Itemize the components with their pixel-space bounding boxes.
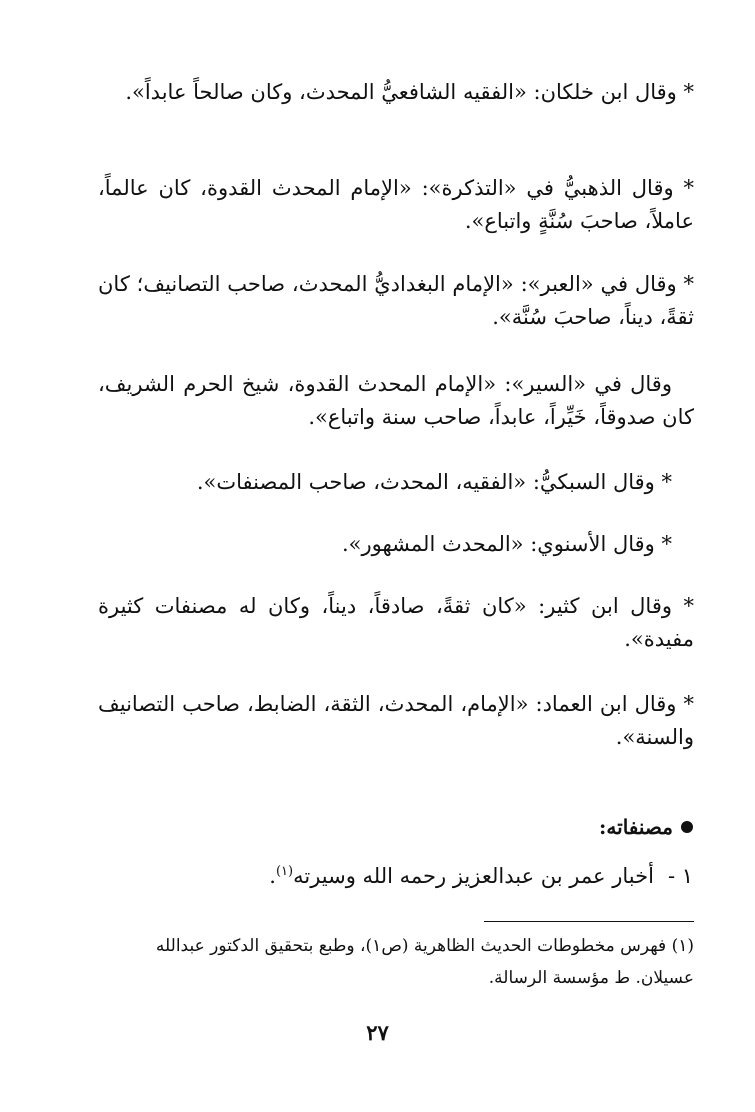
section-heading-text: مصنفاته: — [599, 815, 673, 839]
quote-ibn-khallikan: * وقال ابن خلكان: «الفقيه الشافعيُّ المحدث، وكان صالحاً عابداً». — [125, 80, 694, 104]
footnote: (١) فهرس مخطوطات الحديث الظاهرية (ص١)، وطبع بتحقيق الدكتور عبدالله عسيلان. ط مؤسسة الرسالة. — [155, 936, 694, 988]
footnote-reference[interactable]: (١) — [275, 864, 294, 879]
list-item-number: ١ - — [667, 864, 693, 888]
list-item-title: أخبار عمر بن عبدالعزيز رحمه الله وسيرته — [293, 864, 654, 888]
quote-dhahabi-ibar: * وقال في «العبر»: «الإمام البغداديُّ المحدث، صاحب التصانيف؛ كان ثقةً، ديناً، صاحبَ سُنَّة». — [98, 272, 694, 329]
section-heading — [599, 815, 693, 839]
footnote-separator — [484, 921, 694, 922]
quote-ibn-kathir: * وقال ابن كثير: «كان ثقةً، صادقاً، ديناً، وكان له مصنفات كثيرة مفيدة». — [98, 594, 694, 651]
bullet-icon — [681, 821, 693, 833]
quote-subki: * وقال السبكيُّ: «الفقيه، المحدث، صاحب المصنفات». — [196, 470, 672, 494]
quote-dhahabi-tadhkira: * وقال الذهبيُّ في «التذكرة»: «الإمام المحدث القدوة، كان عالماً، عاملاً، صاحبَ سُنَّةٍ واتباع». — [98, 176, 694, 233]
list-item-end: . — [269, 864, 276, 888]
list-item — [269, 860, 693, 893]
quote-asnawi: * وقال الأسنوي: «المحدث المشهور». — [341, 532, 672, 556]
list-item-text — [269, 860, 654, 893]
page-number: ٢٧ — [366, 1020, 389, 1045]
quote-dhahabi-siyar: وقال في «السير»: «الإمام المحدث القدوة، شيخ الحرم الشريف، كان صدوقاً، خَيِّراً، عابداً، صاحب سنة واتباع». — [98, 372, 694, 429]
quote-ibn-al-imad: * وقال ابن العماد: «الإمام، المحدث، الثقة، الضابط، صاحب التصانيف والسنة». — [98, 692, 694, 749]
